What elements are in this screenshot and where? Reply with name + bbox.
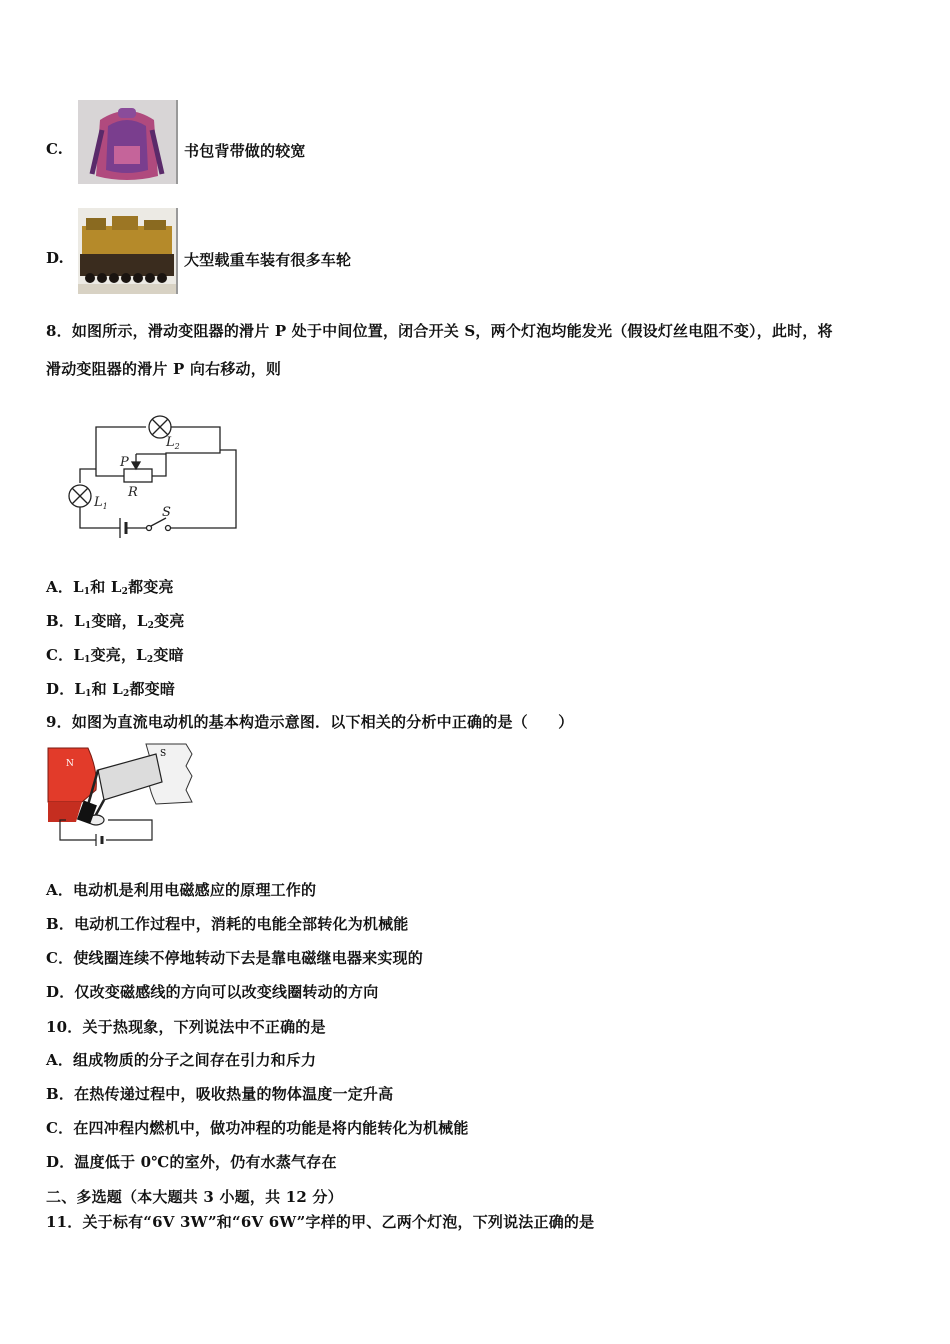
option-text: 使线圈连续不停地转动下去是靠电磁继电器来实现的 [73, 949, 423, 967]
subscript: 1 [85, 689, 92, 699]
option-text: 温度低于 0℃的室外，仍有水蒸气存在 [74, 1153, 337, 1171]
option-text: 电动机是利用电磁感应的原理工作的 [73, 881, 317, 899]
label-s: S [162, 505, 171, 520]
section2-title: 二、多选题（本大题共 3 小题，共 12 分） [46, 1188, 343, 1206]
q9-option-d [46, 981, 378, 1002]
option-label: C． [46, 646, 74, 664]
q7-option-c-text: 书包背带做的较宽 [184, 142, 306, 160]
q7-option-d-text: 大型载重车装有很多车轮 [184, 251, 352, 269]
q10-option-c [46, 1117, 469, 1138]
option-label: A． [46, 578, 74, 596]
q8-option-d [46, 678, 175, 699]
option-text-part: L [73, 646, 85, 664]
option-label: D． [46, 1153, 75, 1171]
option-label: B． [46, 915, 75, 933]
subscript: 1 [84, 621, 92, 631]
subscript: 2 [121, 587, 129, 597]
motor-diagram [46, 740, 196, 856]
option-text-part: 变亮，L [90, 646, 147, 664]
option-label: C． [46, 949, 74, 967]
q10-option-b [46, 1083, 393, 1104]
q8-stem-line2: 滑动变阻器的滑片 P 向右移动，则 [46, 360, 282, 378]
subscript: 2 [146, 655, 154, 665]
q7-option-c-label: C. [46, 140, 63, 158]
q9-option-a [46, 879, 316, 900]
heavy-truck-photo [78, 208, 178, 294]
subscript: 1 [84, 655, 91, 665]
q8-option-a [46, 576, 174, 597]
subscript: 2 [123, 689, 130, 699]
label-p: P [120, 455, 129, 470]
circuit-diagram [62, 408, 252, 544]
option-text-part: 变暗 [153, 646, 184, 664]
option-text: 组成物质的分子之间存在引力和斥力 [73, 1051, 317, 1069]
q9-option-c [46, 947, 423, 968]
option-label: D． [46, 680, 75, 698]
backpack-photo [78, 100, 178, 184]
option-text-part: 和 L [91, 680, 124, 698]
q8-option-c [46, 644, 184, 665]
option-text-part: L [74, 612, 85, 630]
q9-stem: 9．如图为直流电动机的基本构造示意图．以下相关的分析中正确的是（ ） [46, 713, 574, 731]
q10-option-d [46, 1151, 337, 1172]
magnet-s-label: S [160, 749, 167, 759]
option-label: A． [46, 881, 74, 899]
q9-option-b [46, 913, 409, 934]
q8-stem-line1: 8．如图所示，滑动变阻器的滑片 P 处于中间位置，闭合开关 S，两个灯泡均能发光（假设灯丝电阻不变），此时，将 [46, 322, 833, 340]
option-text: 仅改变磁感线的方向可以改变线圈转动的方向 [74, 983, 379, 1001]
q8-option-b [46, 610, 185, 631]
option-text: 在四冲程内燃机中，做功冲程的功能是将内能转化为机械能 [73, 1119, 469, 1137]
option-text-part: L [74, 680, 86, 698]
option-text-part: L [73, 578, 84, 596]
option-text-part: 变暗，L [91, 612, 148, 630]
option-text: 电动机工作过程中，消耗的电能全部转化为机械能 [74, 915, 409, 933]
option-text-part: 都变暗 [129, 680, 176, 698]
option-label: B． [46, 1085, 75, 1103]
option-label: C． [46, 1119, 74, 1137]
q7-option-d-label: D. [46, 249, 64, 267]
label-r: R [128, 485, 138, 500]
magnet-n-label: N [66, 759, 74, 769]
option-text-part: 都变亮 [128, 578, 174, 596]
subscript: 1 [83, 587, 91, 597]
q10-stem: 10．关于热现象，下列说法中不正确的是 [46, 1018, 326, 1036]
option-text-part: 和 L [90, 578, 122, 596]
q10-option-a [46, 1049, 316, 1070]
q11-stem: 11．关于标有“6V 3W”和“6V 6W”字样的甲、乙两个灯泡，下列说法正确的是 [46, 1213, 595, 1231]
label-l1: $L_1$ [94, 495, 108, 511]
label-l2: $L_2$ [166, 435, 180, 451]
option-text: 在热传递过程中，吸收热量的物体温度一定升高 [74, 1085, 394, 1103]
option-label: B． [46, 612, 75, 630]
option-text-part: 变亮 [154, 612, 185, 630]
option-label: A． [46, 1051, 74, 1069]
subscript: 2 [147, 621, 155, 631]
option-label: D． [46, 983, 75, 1001]
